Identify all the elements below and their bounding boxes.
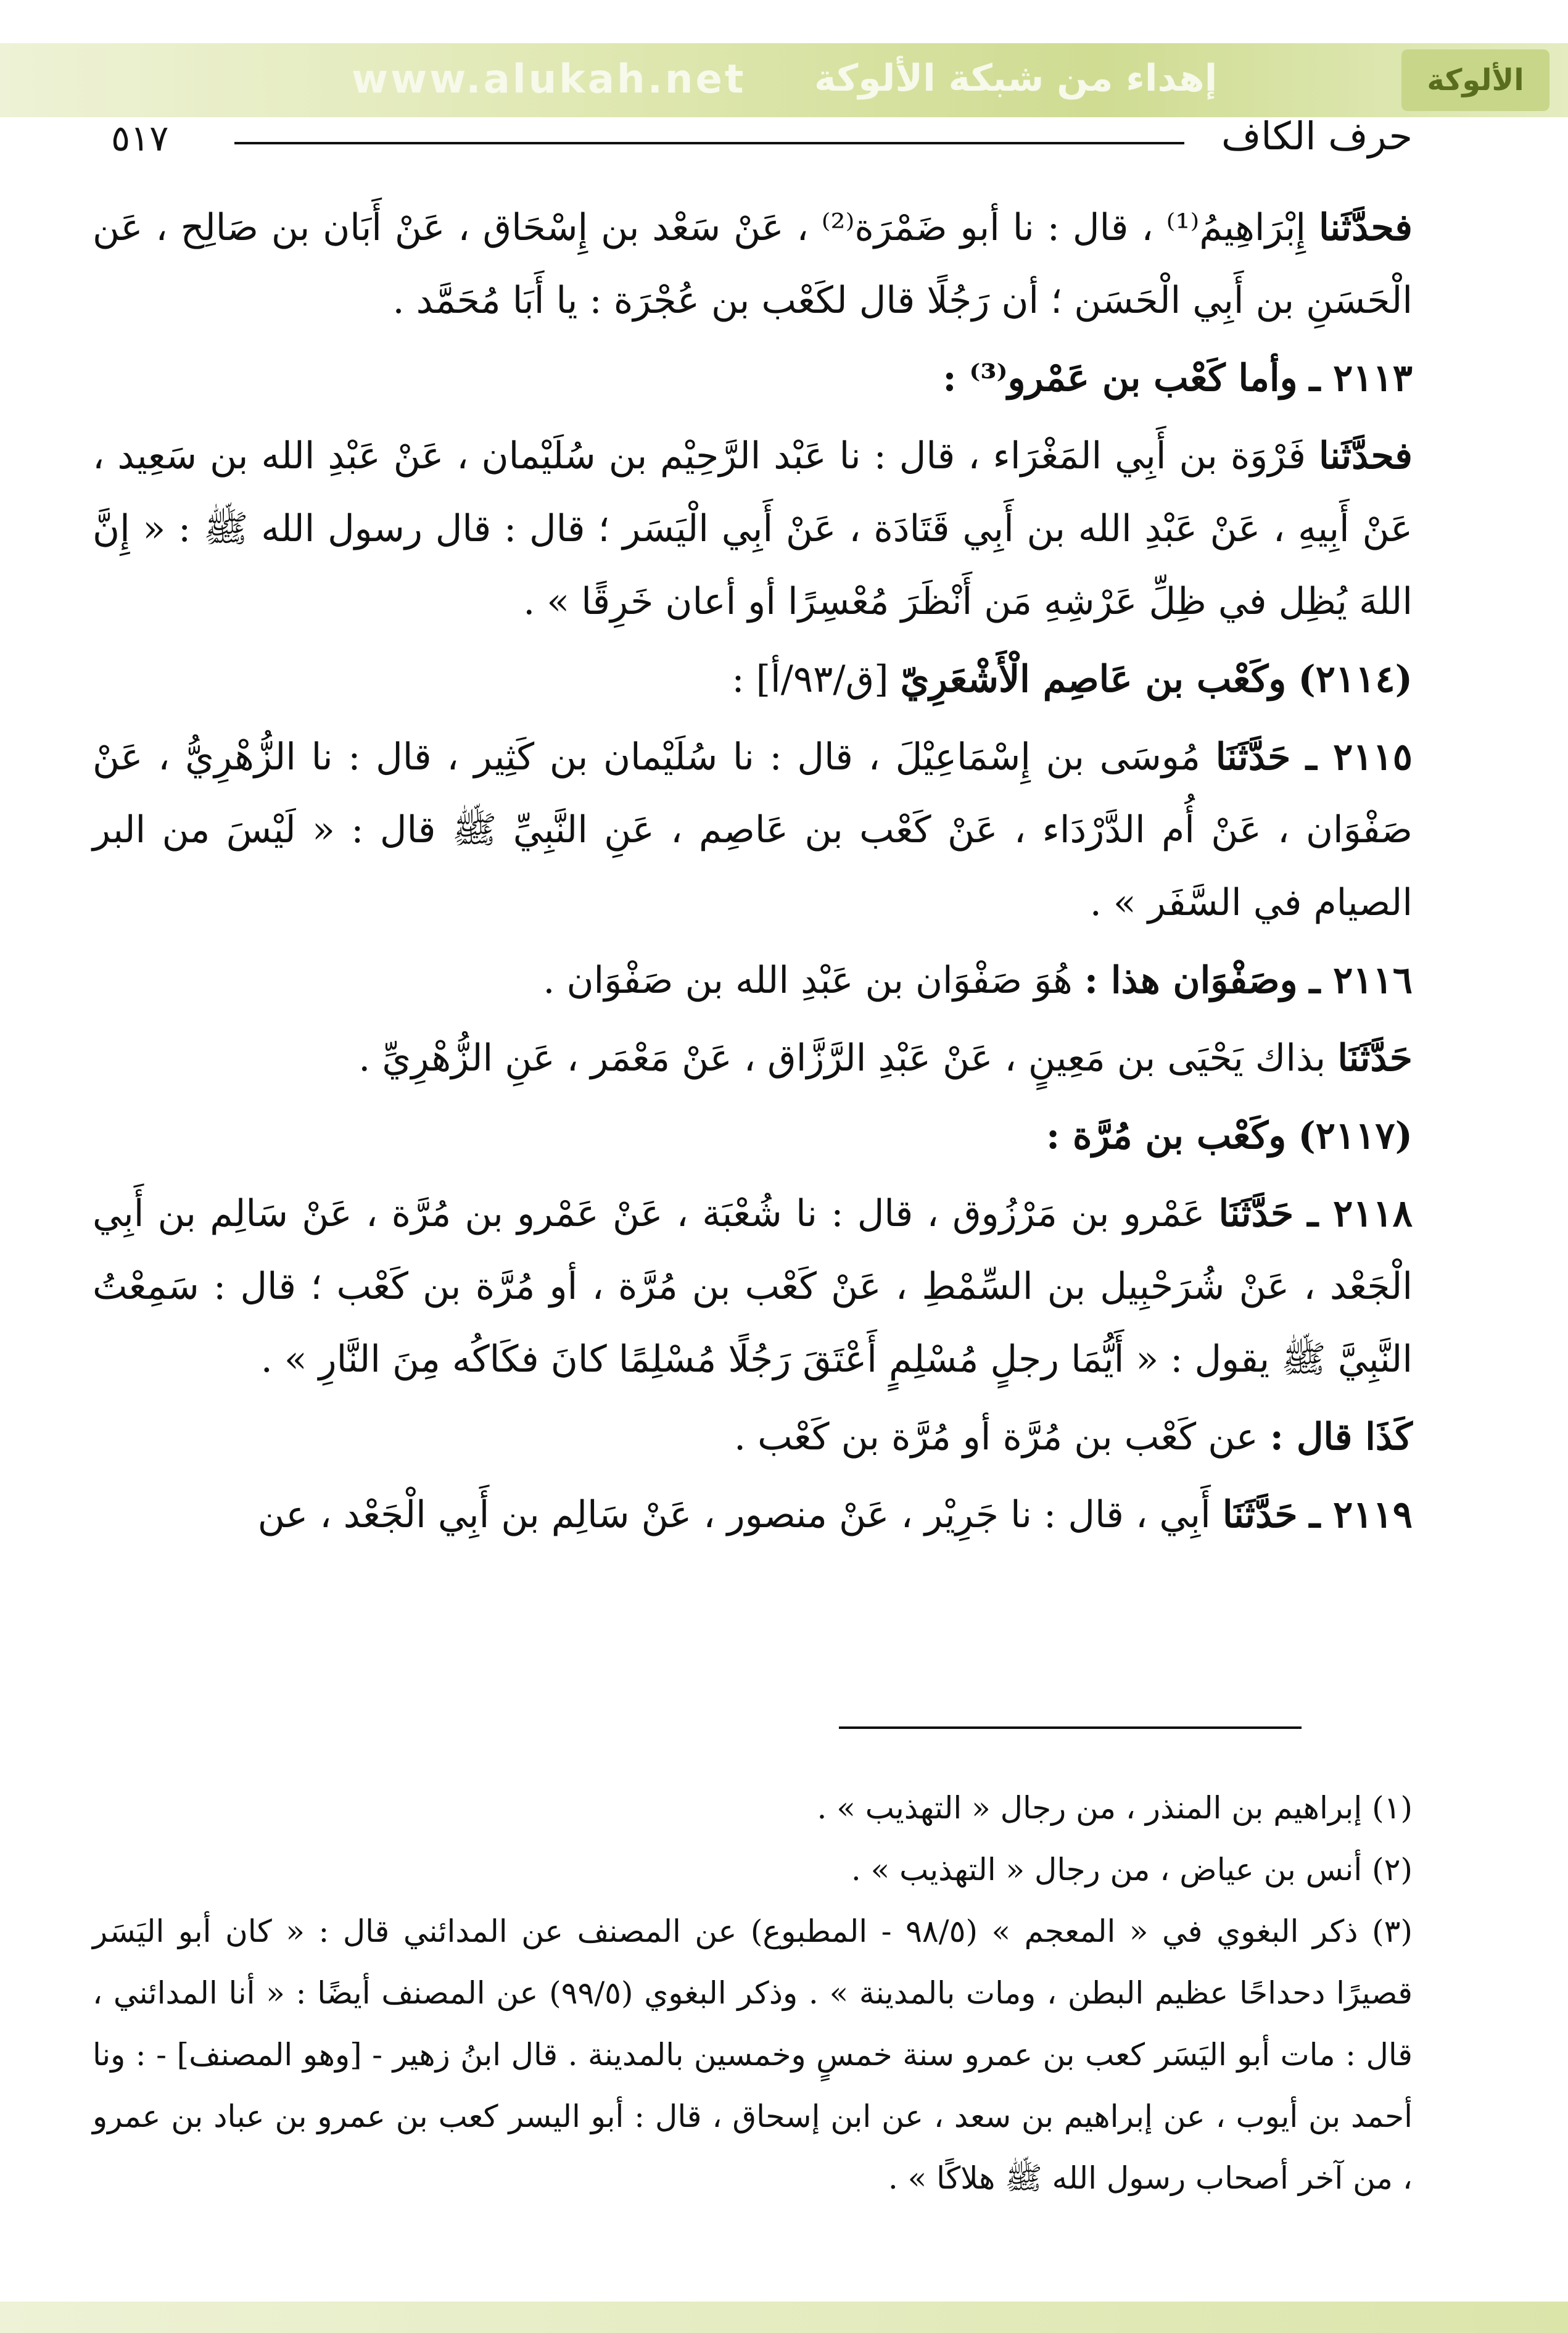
page-number: ٥١٧	[111, 117, 169, 159]
paragraph-text: [ق/٩٣/أ] :	[732, 658, 901, 701]
paragraph	[93, 1022, 1413, 1095]
paragraph-lead: حَدَّثَنَا	[1215, 736, 1291, 779]
main-text	[93, 191, 1413, 1556]
paragraph-text: أَبِي ، قال : نا جَرِيْر ، عَنْ منصور ، عَنْ سَالِم بن أَبِي الْجَعْد ، عن	[257, 1493, 1223, 1536]
footnote: (٣) ذكر البغوي في « المعجم » (٩٨/٥ - المطبوع) عن المصنف عن المدائني قال : « كان أبو اليَسَر قصيرًا دحداحًا عظيم البطن ، ومات بالمدينة » . وذكر البغوي (٩٩/٥) عن المصنف أيضًا : « أنا المدائني ، قال : مات أبو اليَسَر كعب بن عمرو سنة خمسٍ وخمسين بالمدينة . قال ابنُ زهير - [وهو المصنف] - : ونا أحمد بن أيوب ، عن إبراهيم بن سعد ، عن ابن إسحاق ، قال : أبو اليسر كعب بن عمرو بن عباد بن عمرو ، من آخر أصحاب رسول الله ﷺ هلاكًا » .	[93, 1913, 1413, 2196]
paragraph-lead: فحدَّثَنا	[1319, 434, 1413, 478]
paragraph-lead: كَذَا قال :	[1269, 1415, 1413, 1459]
paragraph-lead: فحدَّثَنا	[1319, 206, 1413, 249]
paragraph-lead: حَدَّثَنَا	[1222, 1493, 1298, 1536]
paragraph	[93, 1478, 1413, 1551]
paragraph-lead: وكَعْب بن مُرَّة :	[1046, 1114, 1287, 1158]
footnote: (٢) أنس بن عياض ، من رجال « التهذيب » .	[851, 1852, 1413, 1888]
paragraph	[93, 1177, 1413, 1396]
paragraph-lead: حَدَّثَنَا	[1337, 1037, 1413, 1080]
page-header	[93, 114, 1413, 173]
footnote: (١) إبراهيم بن المنذر ، من رجال « التهذيب » .	[817, 1790, 1413, 1826]
hadith-number: ٢١١٨ ـ	[1307, 1192, 1413, 1235]
paragraph-text: هُوَ صَفْوَان بن عَبْدِ الله بن صَفْوَان .	[543, 959, 1084, 1002]
hadith-number: ٢١١٣ ـ	[1309, 357, 1413, 400]
paragraph-text: بذاك يَحْيَى بن مَعِينٍ ، عَنْ عَبْدِ الرَّزَّاق ، عَنْ مَعْمَر ، عَنِ الزُّهْرِيِّ .	[358, 1037, 1338, 1080]
footnote-rule	[839, 1726, 1302, 1729]
paragraph	[93, 342, 1413, 415]
paragraph-text: إِبْرَاهِيمُ⁽¹⁾ ، قال : نا أبو ضَمْرَة⁽²⁾ ، عَنْ سَعْد بن إِسْحَاق ، عَنْ أَبَان بن صَالِح ، عَن الْحَسَنِ بن أَبِي الْحَسَن ؛ أن رَجُلًا قال لكَعْب بن عُجْرَة : يا أَبَا مُحَمَّد .	[93, 206, 1413, 322]
top-banner	[0, 43, 1568, 117]
alukah-logo: الألوكة	[1401, 49, 1549, 111]
paragraph	[93, 643, 1413, 716]
paragraph-text: عن كَعْب بن مُرَّة أو مُرَّة بن كَعْب .	[733, 1415, 1270, 1459]
paragraph-text: عَمْرو بن مَرْزُوق ، قال : نا شُعْبَة ، عَنْ عَمْرو بن مُرَّة ، عَنْ سَالِم بن أَبِي الْجَعْد ، عَنْ شُرَحْبِيل بن السِّمْطِ ، عَنْ كَعْب بن مُرَّة ، أو مُرَّة بن كَعْب ؛ قال : سَمِعْتُ النَّبِيَّ ﷺ يقول : « أَيُّمَا رجلٍ مُسْلِمٍ أَعْتَقَ رَجُلًا مُسْلِمًا كانَ فكَاكُه مِنَ النَّارِ » .	[93, 1192, 1413, 1381]
paragraph	[93, 721, 1413, 939]
hadith-number: (٢١١٤)	[1298, 658, 1413, 701]
paragraph-lead: حَدَّثَنَا	[1218, 1192, 1294, 1235]
hadith-number: ٢١١٦ ـ	[1309, 959, 1413, 1002]
paragraph	[93, 1100, 1413, 1172]
gift-text: إهداء من شبكة الألوكة	[814, 57, 1218, 100]
paragraph	[93, 1401, 1413, 1473]
hadith-number: ٢١١٩ ـ	[1309, 1493, 1413, 1536]
hadith-number: ٢١١٥ ـ	[1306, 736, 1413, 779]
site-url[interactable]: www.alukah.net	[352, 57, 746, 102]
paragraph	[93, 944, 1413, 1017]
paragraph-lead: وصَفْوَان هذا :	[1084, 959, 1298, 1002]
paragraph-lead: وأما كَعْب بن عَمْرو⁽³⁾ :	[943, 357, 1298, 400]
paragraph-lead: وكَعْب بن عَاصِم الْأَشْعَرِيّ	[900, 658, 1287, 701]
paragraph	[93, 191, 1413, 337]
bottom-band	[0, 2302, 1568, 2333]
paragraph-text: فَرْوَة بن أَبِي المَغْرَاء ، قال : نا عَبْد الرَّحِيْم بن سُلَيْمان ، عَنْ عَبْدِ الله بن سَعِيد ، عَنْ أَبِيهِ ، عَنْ عَبْدِ الله بن أَبِي قَتَادَة ، عَنْ أَبِي الْيَسَر ؛ قال : قال رسول الله ﷺ : « إِنَّ اللهَ يُظِل في ظِلِّ عَرْشِهِ مَن أَنْظَرَ مُعْسِرًا أو أعان خَرِقًا » .	[93, 434, 1413, 623]
paragraph	[93, 420, 1413, 638]
footnotes	[93, 1777, 1413, 2209]
hadith-number: (٢١١٧)	[1298, 1114, 1413, 1158]
header-rule	[234, 142, 1184, 144]
chapter-title: حرف الكاف	[1221, 114, 1413, 159]
paragraph-text: مُوسَى بن إِسْمَاعِيْلَ ، قال : نا سُلَيْمان بن كَثِير ، قال : نا الزُّهْرِيُّ ، عَنْ صَفْوَان ، عَنْ أُم الدَّرْدَاء ، عَنْ كَعْب بن عَاصِم ، عَنِ النَّبِيِّ ﷺ قال : « لَيْسَ من البر الصيام في السَّفَر » .	[93, 736, 1413, 924]
